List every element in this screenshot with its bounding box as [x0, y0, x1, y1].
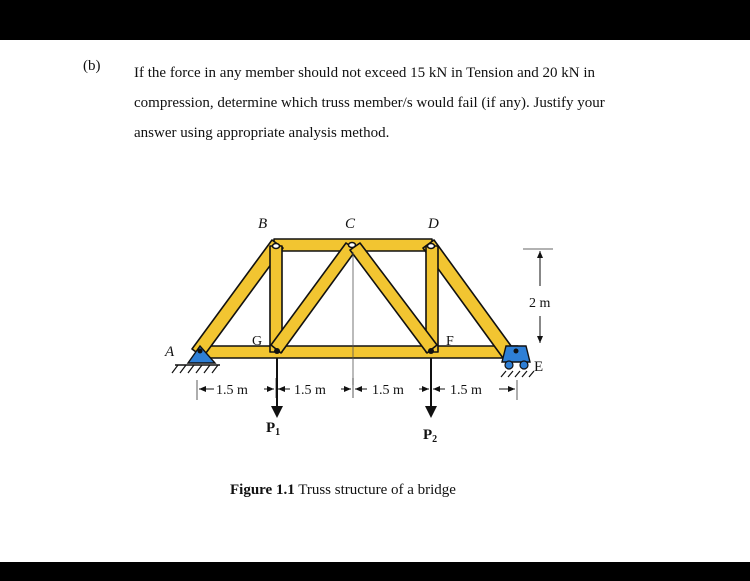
load-P2-label: P: [423, 427, 433, 443]
load-P1: [266, 358, 283, 438]
member-CF: [350, 243, 437, 353]
member-bottom-chord: [198, 346, 518, 358]
span-4: 1.5 m: [450, 383, 482, 398]
height-dimension: [523, 249, 553, 343]
span-dimensions: [197, 378, 517, 400]
document-page: [0, 40, 750, 562]
truss-members: [192, 239, 518, 358]
pin-C: [349, 243, 356, 248]
caption-label: Figure 1.1: [230, 482, 295, 498]
svg-text:P2: [423, 427, 437, 445]
label-G: G: [252, 334, 263, 349]
svg-text:P1: [266, 420, 280, 438]
question-line-2: compression, determine which truss member/s would fail (if any). Justify your: [134, 95, 605, 111]
pin-G: [274, 348, 280, 354]
label-A: A: [165, 344, 175, 360]
label-F: F: [446, 334, 454, 349]
label-E: E: [534, 359, 544, 375]
span-3: 1.5 m: [372, 383, 404, 398]
pin-F: [428, 348, 434, 354]
load-P2-sub: 2: [432, 434, 438, 445]
pin-B: [273, 244, 280, 249]
load-P1-label: P: [266, 420, 276, 436]
load-P1-sub: 1: [275, 427, 281, 438]
figure-caption: [230, 482, 456, 499]
pin-D: [428, 244, 435, 249]
load-P2: [423, 358, 437, 445]
label-D: D: [428, 216, 439, 232]
member-GC: [271, 243, 356, 353]
height-label: 2 m: [529, 296, 551, 311]
caption-text: Truss structure of a bridge: [294, 482, 456, 498]
question-label: (b): [83, 58, 101, 74]
label-B: B: [258, 216, 268, 232]
span-2: 1.5 m: [294, 383, 326, 398]
label-C: C: [345, 216, 356, 232]
support-E: [501, 346, 534, 377]
span-1: 1.5 m: [216, 383, 248, 398]
question-line-1: If the force in any member should not exceed 15 kN in Tension and 20 kN in: [134, 65, 596, 81]
question-line-3: answer using appropriate analysis method.: [134, 125, 390, 141]
